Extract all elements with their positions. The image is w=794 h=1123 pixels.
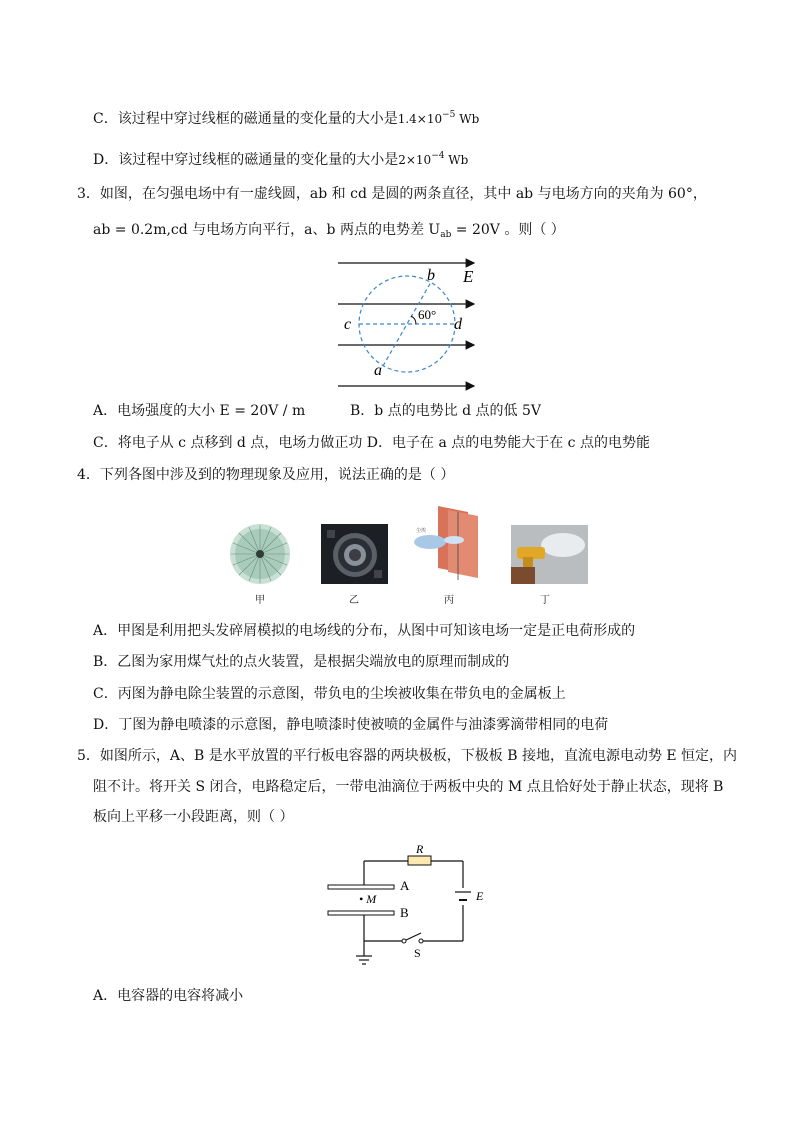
q3-stem-line2 — [93, 220, 565, 245]
q2-option-d-unit: Wb — [444, 153, 469, 167]
q2-option-c — [93, 105, 479, 129]
label-angle: 60° — [418, 307, 437, 322]
q2-option-d-text: D．该过程中穿过线框的磁通量的变化量的大小是 — [93, 152, 399, 168]
image-bing-dust-precipitator — [408, 500, 494, 586]
q4-option-b: B．乙图为家用煤气灶的点火装置，是根据尖端放电的原理而制成的 — [93, 654, 510, 670]
q3-option-b: B．b 点的电势比 d 点的低 5V — [350, 403, 542, 419]
plate-A — [328, 885, 394, 889]
label-d: d — [454, 316, 462, 333]
resistor-R — [408, 856, 431, 865]
q2-option-c-unit: Wb — [455, 112, 480, 126]
q4-option-c: C．丙图为静电除尘装置的示意图，带负电的尘埃被收集在带负电的金属板上 — [93, 686, 566, 702]
label-E: E — [476, 889, 484, 903]
caption-bing: 丙 — [444, 595, 454, 606]
q3-option-c-d: C．将电子从 c 点移到 d 点，电场力做正功 D．电子在 a 点的电势能大于在 c 点的电势能 — [93, 435, 650, 451]
label-R: R — [416, 842, 424, 856]
caption-yi: 乙 — [349, 595, 359, 606]
q3-option-a: A．电场强度的大小 E = 20V / m — [93, 403, 306, 419]
label-S: S — [414, 946, 421, 960]
q2-option-d — [93, 146, 468, 170]
svg-text:尘埃: 尘埃 — [416, 528, 427, 534]
q3-stem-line2-b: = 20V 。则（ ） — [451, 222, 565, 238]
q5-stem-line3: 板向上平移一小段距离，则（ ） — [93, 809, 294, 825]
q4-option-d: D．丁图为静电喷漆的示意图，静电喷漆时使被喷的金属件与油漆雾滴带相同的电荷 — [93, 717, 609, 733]
angle-arc — [411, 316, 416, 324]
q5-stem-line2: 阻不计。将开关 S 闭合，电路稳定后，一带电油滴位于两板中央的 M 点且恰好处于静止状态，现将 B — [93, 779, 724, 795]
caption-ding: 丁 — [540, 595, 550, 606]
q3-stem-line2-sub: ab — [440, 230, 452, 240]
label-c: c — [344, 316, 352, 333]
ground-symbol — [356, 956, 372, 964]
q3-stem-line1: 3．如图，在匀强电场中有一虚线圆，ab 和 cd 是圆的两条直径，其中 ab 与电场方向的夹角为 60°， — [77, 186, 707, 202]
image-yi-gas-stove — [321, 524, 388, 584]
q3-stem-line2-a: ab = 0.2m,cd 与电场方向平行，a、b 两点的电势差 U — [93, 222, 441, 238]
q5-option-a: A．电容器的电容将减小 — [93, 988, 244, 1004]
q2-option-c-value: 1.4×10 — [397, 112, 443, 126]
label-a: a — [374, 362, 382, 379]
q4-stem: 4．下列各图中涉及到的物理现象及应用，说法正确的是（ ） — [77, 467, 455, 483]
q2-option-d-exp: −4 — [431, 151, 445, 161]
q2-option-d-value: 2×10 — [398, 153, 432, 167]
q5-circuit-figure — [320, 840, 500, 970]
image-jia-field-lines — [229, 523, 291, 585]
label-B: B — [400, 905, 409, 920]
q2-option-c-exp: −5 — [442, 110, 456, 120]
label-b: b — [427, 267, 435, 284]
label-M: • M — [359, 892, 377, 906]
q2-option-c-text: C．该过程中穿过线框的磁通量的变化量的大小是 — [93, 111, 398, 127]
q5-stem-line1: 5．如图所示，A、B 是水平放置的平行板电容器的两块极板，下极板 B 接地，直流电源电动势 E 恒定，内 — [77, 748, 738, 764]
label-E: E — [463, 267, 474, 286]
q3-figure — [330, 255, 490, 395]
caption-jia: 甲 — [255, 595, 265, 606]
image-ding-spray-painting — [511, 525, 588, 584]
plate-B — [328, 911, 394, 915]
q4-option-a: A．甲图是利用把头发碎屑模拟的电场线的分布，从图中可知该电场一定是正电荷形成的 — [93, 623, 636, 639]
label-A: A — [400, 878, 410, 893]
